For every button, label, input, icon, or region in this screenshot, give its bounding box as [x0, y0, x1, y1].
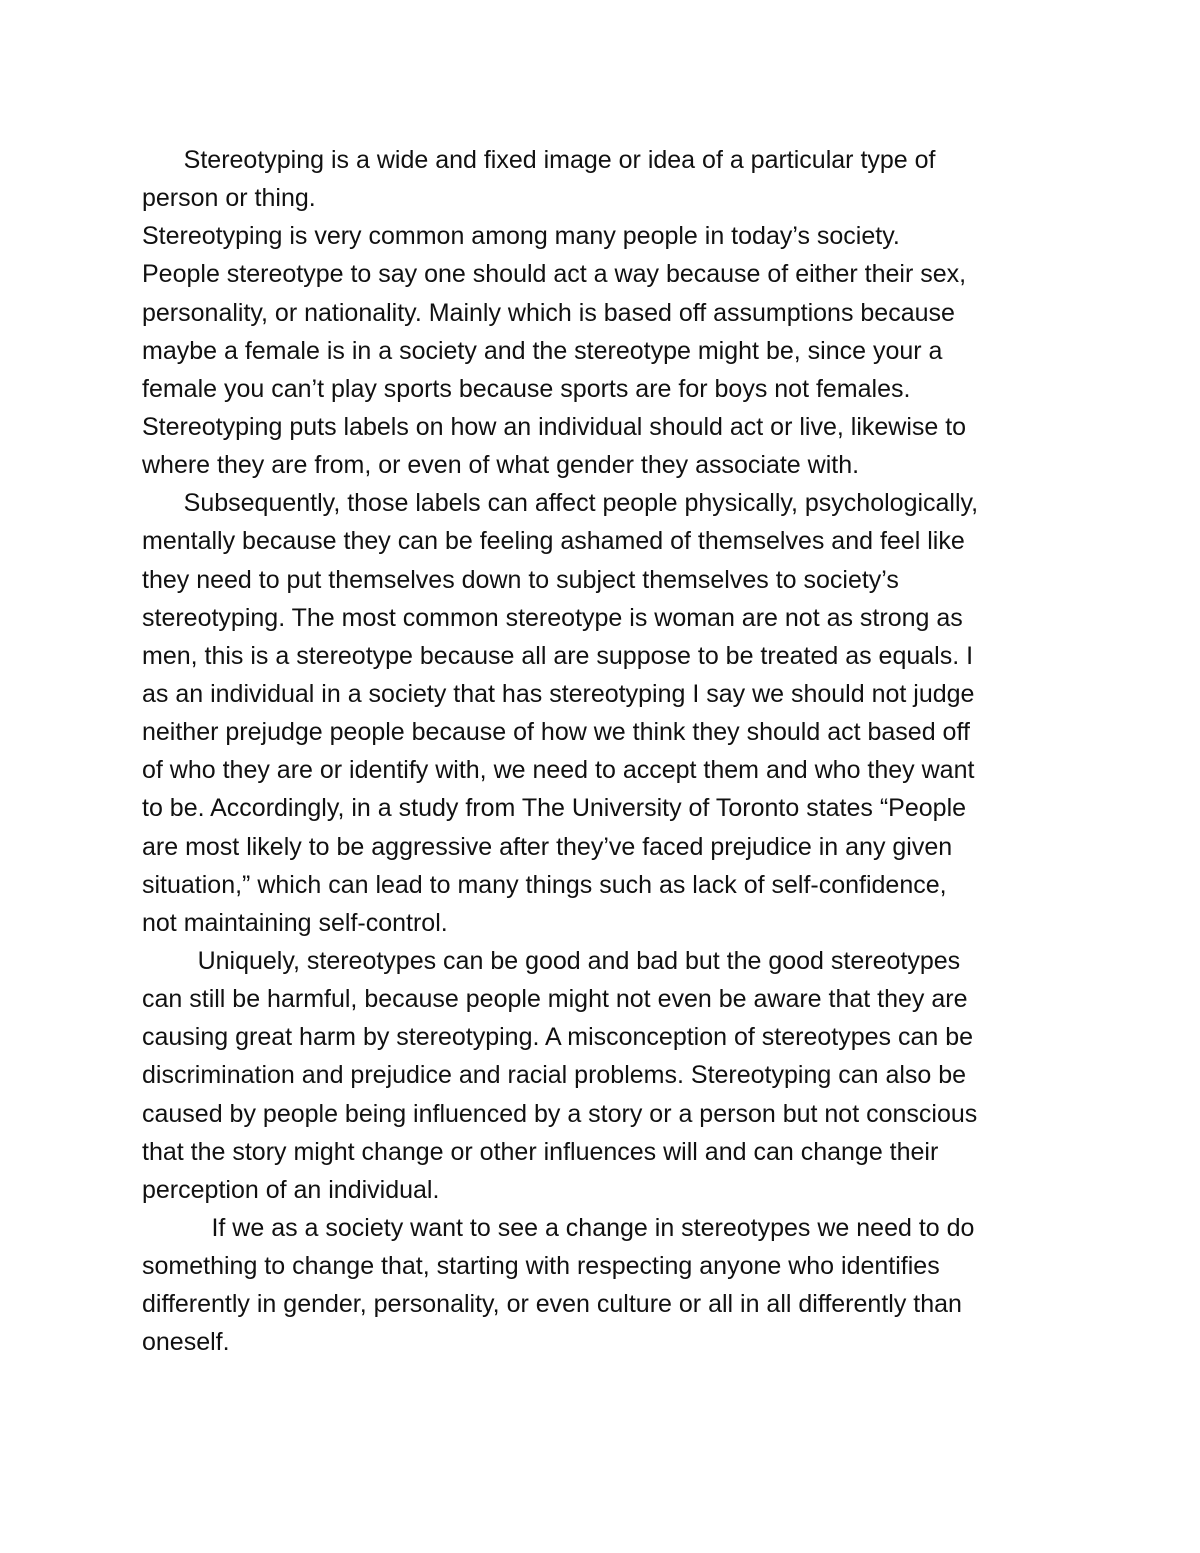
text-line: as an individual in a society that has stereotyping I say we should not judge [142, 679, 975, 708]
text-line: situation,” which can lead to many things such as lack of self-confidence, [142, 870, 947, 899]
text-line: are most likely to be aggressive after they’ve faced prejudice in any given [142, 832, 953, 861]
text-line: Stereotyping is very common among many people in today’s society. [142, 222, 900, 251]
text-line: maybe a female is in a society and the stereotype might be, since your a [142, 336, 943, 365]
text-line: Subsequently, those labels can affect people physically, psychologically, [142, 489, 979, 518]
text-line: personality, or nationality. Mainly which is based off assumptions because [142, 298, 955, 327]
text-line: neither prejudge people because of how we think they should act based off [142, 718, 970, 747]
text-line: discrimination and prejudice and racial problems. Stereotyping can also be [142, 1061, 967, 1090]
text-line: person or thing. [142, 184, 316, 213]
text-line: something to change that, starting with respecting anyone who identifies [142, 1252, 940, 1281]
text-line: differently in gender, personality, or even culture or all in all differently than [142, 1290, 962, 1319]
text-line: not maintaining self-control. [142, 908, 448, 937]
text-line: where they are from, or even of what gender they associate with. [142, 451, 860, 480]
text-line: stereotyping. The most common stereotype is woman are not as strong as [142, 603, 963, 632]
text-line: to be. Accordingly, in a study from The University of Toronto states “People [142, 794, 967, 823]
text-line: Stereotyping puts labels on how an individual should act or live, likewise to [142, 412, 967, 441]
text-line: of who they are or identify with, we need to accept them and who they want [142, 756, 975, 785]
essay-body [142, 141, 1082, 1362]
text-line: People stereotype to say one should act a way because of either their sex, [142, 260, 967, 289]
text-line: they need to put themselves down to subject themselves to society’s [142, 565, 899, 594]
text-line: caused by people being influenced by a story or a person but not conscious [142, 1099, 978, 1128]
text-line: men, this is a stereotype because all are suppose to be treated as equals. I [142, 641, 974, 670]
text-line: causing great harm by stereotyping. A misconception of stereotypes can be [142, 1023, 974, 1052]
text-line: can still be harmful, because people might not even be aware that they are [142, 985, 968, 1014]
text-line: oneself. [142, 1328, 230, 1357]
text-line: female you can’t play sports because sports are for boys not females. [142, 374, 911, 403]
text-line: that the story might change or other influences will and can change their [142, 1137, 939, 1166]
text-line: Uniquely, stereotypes can be good and bad but the good stereotypes [142, 946, 961, 975]
text-line: If we as a society want to see a change in stereotypes we need to do [142, 1213, 975, 1242]
text-line: mentally because they can be feeling ashamed of themselves and feel like [142, 527, 965, 556]
text-line: Stereotyping is a wide and fixed image or idea of a particular type of [142, 146, 936, 174]
text-line: perception of an individual. [142, 1175, 440, 1204]
